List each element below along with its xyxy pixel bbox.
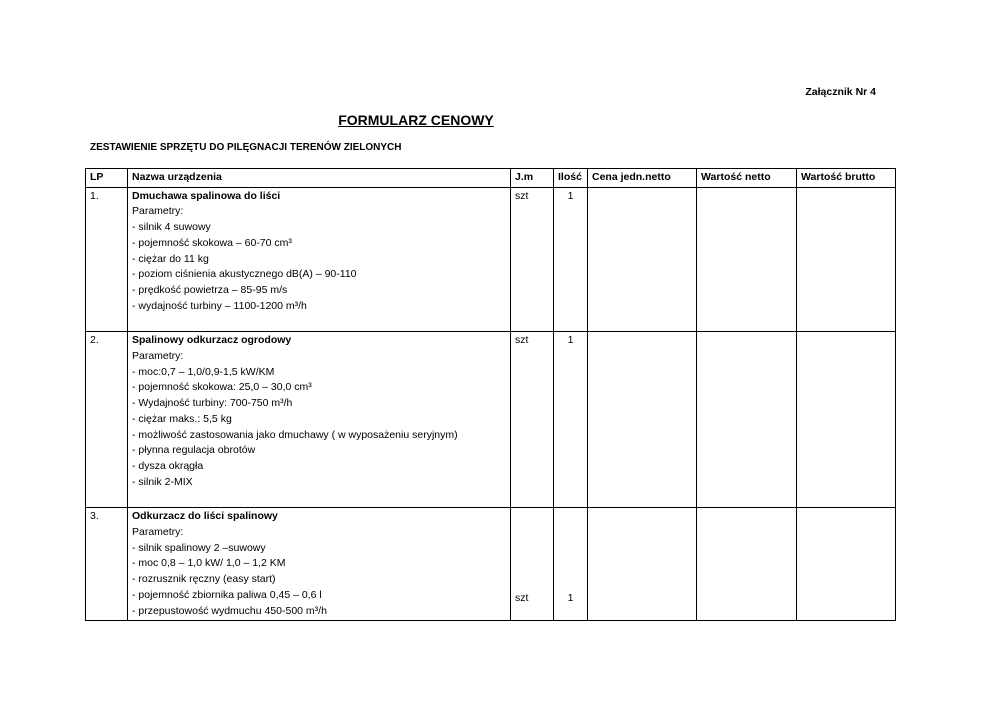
row-unit-price[interactable] bbox=[588, 508, 697, 621]
row-qty: 1 bbox=[554, 508, 588, 621]
param-line: - wydajność turbiny – 1100-1200 m³/h bbox=[132, 299, 307, 312]
form-subtitle: ZESTAWIENIE SPRZĘTU DO PILĘGNACJI TERENÓW ZIELONYCH bbox=[90, 142, 402, 153]
row-qty: 1 bbox=[554, 332, 588, 508]
table-row bbox=[86, 508, 896, 621]
price-table bbox=[85, 168, 896, 621]
annex-label: Załącznik Nr 4 bbox=[805, 86, 876, 98]
param-line: - pojemność zbiornika paliwa 0,45 – 0,6 l bbox=[132, 588, 322, 601]
col-header-net-value: Wartość netto bbox=[697, 169, 797, 188]
col-header-name: Nazwa urządzenia bbox=[128, 169, 511, 188]
param-line: - silnik spalinowy 2 –suwowy bbox=[132, 541, 266, 554]
param-line: - dysza okrągła bbox=[132, 459, 204, 472]
row-lp: 2. bbox=[86, 332, 128, 508]
col-header-unit-price: Cena jedn.netto bbox=[588, 169, 697, 188]
param-line: - silnik 2-MIX bbox=[132, 475, 193, 488]
param-line: Parametry: bbox=[132, 205, 184, 218]
col-header-gross-value: Wartość brutto bbox=[797, 169, 896, 188]
row-unit-price[interactable] bbox=[588, 187, 697, 332]
row-qty: 1 bbox=[554, 187, 588, 332]
param-line: - płynna regulacja obrotów bbox=[132, 444, 256, 457]
param-line: - moc 0,8 – 1,0 kW/ 1,0 – 1,2 KM bbox=[132, 557, 286, 570]
item-name: Dmuchawa spalinowa do liści bbox=[132, 189, 281, 202]
param-line: Parametry: bbox=[132, 526, 184, 539]
row-spacer bbox=[132, 490, 506, 506]
param-line: - rozrusznik ręczny (easy start) bbox=[132, 573, 276, 586]
row-gross-value[interactable] bbox=[797, 332, 896, 508]
param-line: - pojemność skokowa – 60-70 cm³ bbox=[132, 236, 292, 249]
item-name: Odkurzacz do liści spalinowy bbox=[132, 510, 278, 523]
param-line: - pojemność skokowa: 25,0 – 30,0 cm³ bbox=[132, 381, 312, 394]
form-title: FORMULARZ CENOWY bbox=[338, 112, 494, 128]
row-unit-price[interactable] bbox=[588, 332, 697, 508]
row-gross-value[interactable] bbox=[797, 187, 896, 332]
param-line: - ciężar do 11 kg bbox=[132, 252, 209, 265]
item-name: Spalinowy odkurzacz ogrodowy bbox=[132, 334, 292, 347]
row-lp: 1. bbox=[86, 187, 128, 332]
row-lp: 3. bbox=[86, 508, 128, 621]
param-line: Parametry: bbox=[132, 350, 184, 363]
row-net-value[interactable] bbox=[697, 332, 797, 508]
table-row bbox=[86, 332, 896, 508]
row-name-cell bbox=[128, 187, 511, 332]
param-line: - prędkość powietrza – 85-95 m/s bbox=[132, 283, 288, 296]
param-line: - możliwość zastosowania jako dmuchawy ( w wyposażeniu seryjnym) bbox=[132, 428, 458, 441]
row-unit: szt bbox=[511, 332, 554, 508]
table-row bbox=[86, 187, 896, 332]
row-spacer bbox=[132, 314, 506, 330]
param-line: - ciężar maks.: 5,5 kg bbox=[132, 412, 232, 425]
row-net-value[interactable] bbox=[697, 187, 797, 332]
param-line: - poziom ciśnienia akustycznego dB(A) – 90-110 bbox=[132, 268, 357, 281]
row-unit: szt bbox=[511, 187, 554, 332]
row-gross-value[interactable] bbox=[797, 508, 896, 621]
table-header-row bbox=[86, 169, 896, 188]
row-net-value[interactable] bbox=[697, 508, 797, 621]
param-line: - Wydajność turbiny: 700-750 m³/h bbox=[132, 397, 293, 410]
param-line: - moc:0,7 – 1,0/0,9-1,5 kW/KM bbox=[132, 365, 275, 378]
col-header-unit: J.m bbox=[511, 169, 554, 188]
col-header-qty: Ilość bbox=[554, 169, 588, 188]
param-line: - przepustowość wydmuchu 450-500 m³/h bbox=[132, 604, 327, 617]
row-name-cell bbox=[128, 508, 511, 621]
param-line: - silnik 4 suwowy bbox=[132, 221, 211, 234]
col-header-lp: LP bbox=[86, 169, 128, 188]
row-unit: szt bbox=[511, 508, 554, 621]
row-name-cell bbox=[128, 332, 511, 508]
